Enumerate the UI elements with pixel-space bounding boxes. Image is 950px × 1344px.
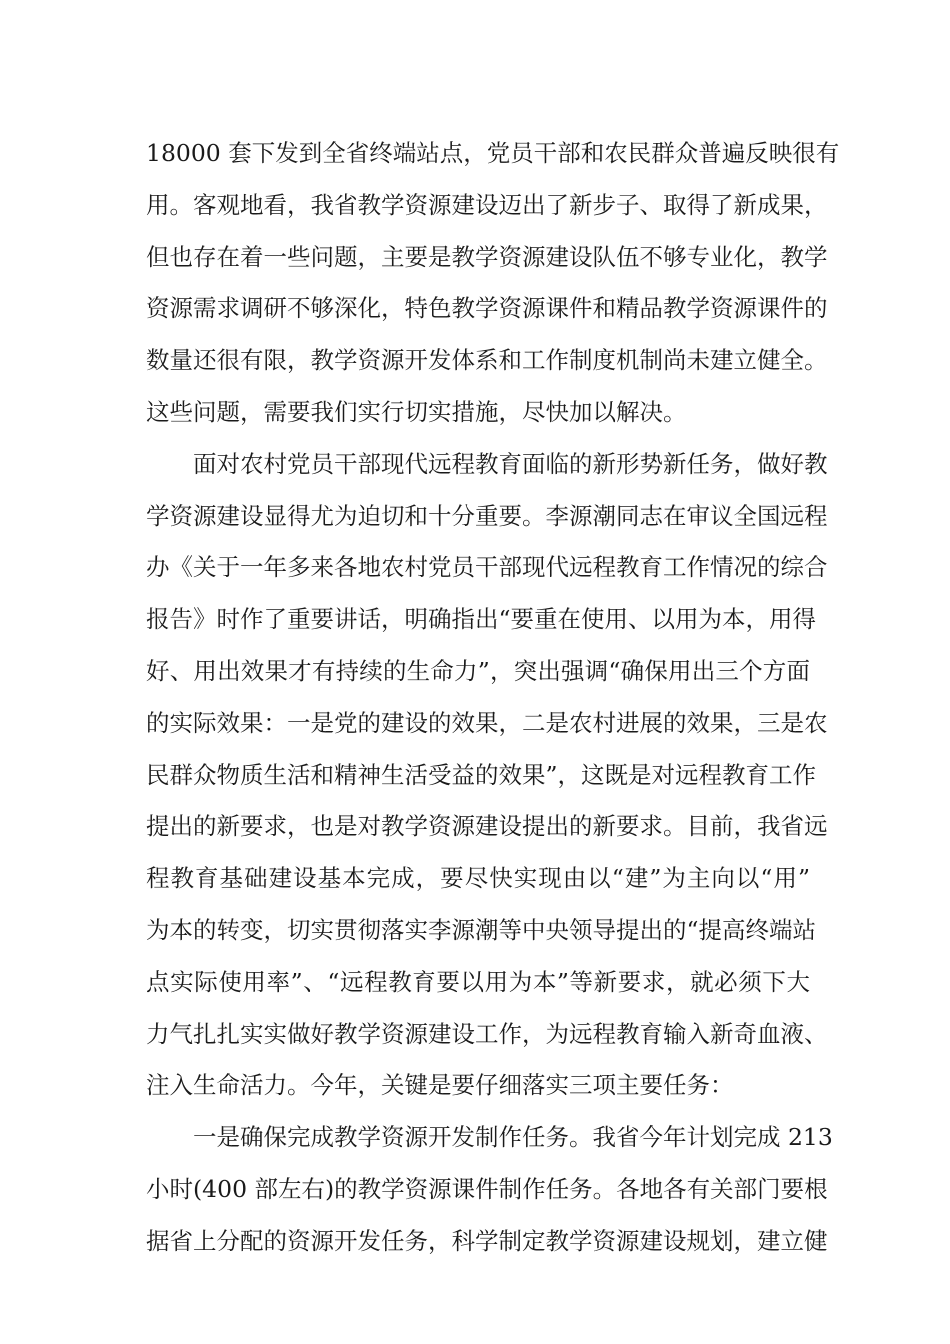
paragraph-1-line-6: 这些问题，需要我们实行切实措施，尽快加以解决。 (146, 397, 687, 426)
paragraph-2-line-12: 力气扎扎实实做好教学资源建设工作，为远程教育输入新奇血液、 (146, 1019, 828, 1048)
paragraph-2-line-8: 提出的新要求，也是对教学资源建设提出的新要求。目前，我省远 (146, 812, 828, 841)
paragraph-2-line-10: 为本的转变，切实贯彻落实李源潮等中央领导提出的“提高终端站 (146, 915, 817, 944)
paragraph-2-line-9: 程教育基础建设基本完成，要尽快实现由以“建”为主向以“用” (146, 864, 810, 893)
paragraph-1-line-3: 但也存在着一些问题，主要是教学资源建设队伍不够专业化，教学 (146, 242, 828, 271)
paragraph-2-line-2: 学资源建设显得尤为迫切和十分重要。李源潮同志在审议全国远程 (146, 501, 828, 530)
paragraph-1-line-5: 数量还很有限，教学资源开发体系和工作制度机制尚未建立健全。 (146, 346, 828, 375)
paragraph-1-line-2: 用。客观地看，我省教学资源建设迈出了新步子、取得了新成果， (146, 190, 828, 219)
paragraph-2-line-13: 注入生命活力。今年，关键是要仔细落实三项主要任务： (146, 1071, 734, 1100)
paragraph-3-line-1: 一是确保完成教学资源开发制作任务。我省今年计划完成 213 (193, 1123, 833, 1152)
paragraph-2-line-6: 的实际效果：一是党的建设的效果，二是农村进展的效果，三是农 (146, 708, 828, 737)
paragraph-1-line-4: 资源需求调研不够深化，特色教学资源课件和精品教学资源课件的 (146, 294, 828, 323)
paragraph-2-line-11: 点实际使用率”、“远程教育要以用为本”等新要求，就必须下大 (146, 967, 810, 996)
body-text (146, 128, 840, 1268)
paragraph-2-line-7: 民群众物质生活和精神生活受益的效果”，这既是对远程教育工作 (146, 760, 817, 789)
paragraph-2-line-5: 好、用出效果才有持续的生命力”，突出强调“确保用出三个方面 (146, 656, 810, 685)
paragraph-3-line-2: 小时(400 部左右)的教学资源课件制作任务。各地各有关部门要根 (146, 1174, 828, 1203)
paragraph-2-line-1: 面对农村党员干部现代远程教育面临的新形势新任务，做好教 (193, 449, 828, 478)
paragraph-1-line-1: 18000 套下发到全省终端站点，党员干部和农民群众普遍反映很有 (146, 139, 840, 167)
paragraph-3-line-3: 据省上分配的资源开发任务，科学制定教学资源建设规划，建立健 (146, 1226, 828, 1255)
paragraph-2-line-3: 办《关于一年多来各地农村党员干部现代远程教育工作情况的综合 (146, 553, 828, 582)
paragraph-2-line-4: 报告》时作了重要讲话，明确指出“要重在使用、以用为本，用得 (146, 605, 817, 634)
